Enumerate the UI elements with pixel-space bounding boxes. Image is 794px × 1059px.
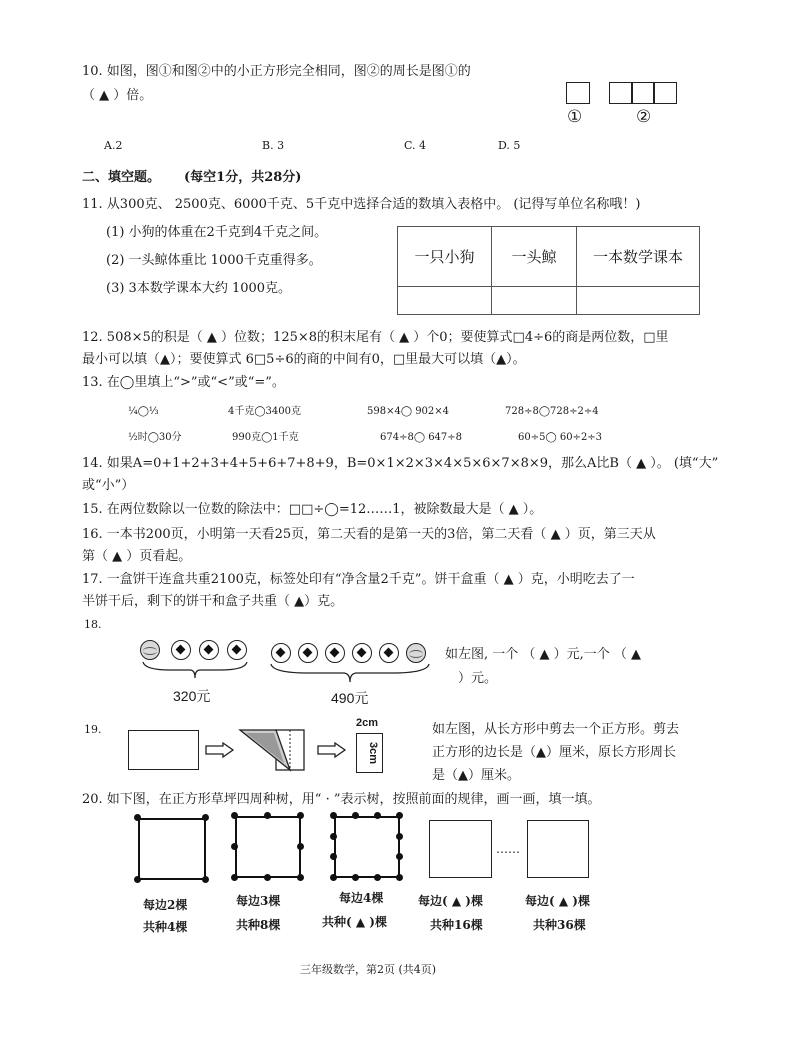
tree-dot: [374, 812, 381, 819]
q12-line1: 12. 508×5的积是（ ▲ ）位数；125×8的积末尾有（ ▲ ）个0；要使算式□4÷6的商是两位数，□里: [82, 330, 669, 345]
soccer-ball-icon: [352, 643, 372, 663]
q14-line2: 或“小”）: [82, 478, 135, 493]
soccer-ball-icon: [271, 643, 291, 663]
tree-dot: [264, 812, 271, 819]
q17-line2: 半饼干后，剩下的饼干和盒子共重（ ▲）克。: [82, 594, 344, 609]
q14-line1: 14. 如果A=0+1+2+3+4+5+6+7+8+9，B=0×1×2×3×4×5×6×7×8×9，那么A比B（ ▲ ）。 (填“大”: [82, 456, 719, 471]
soccer-ball-icon: [171, 640, 191, 660]
label-3cm: 3cm: [367, 742, 379, 765]
tree-dot: [202, 876, 209, 883]
q10-option-a[interactable]: A.2: [104, 139, 123, 152]
q17-line1: 17. 一盒饼干连盒共重2100克，标签处印有“净含量2千克”。饼干盒重（ ▲ ）克，小明吃去了一: [82, 572, 635, 587]
tree-dot: [396, 812, 403, 819]
caption-4a: 每边( ▲ )棵: [418, 894, 483, 908]
table-header-whale: 一头鲸: [492, 227, 577, 287]
brace-320: [140, 660, 250, 682]
tree-dot: [352, 874, 359, 881]
q16-line2: 第（ ▲ ）页看起。: [82, 549, 192, 564]
table-answer-dog[interactable]: [398, 287, 492, 315]
arrow-right-icon: [317, 742, 347, 758]
q11-item-3: (3) 3本数学课本大约 1000克。: [106, 281, 292, 296]
caption-5a: 每边( ▲ )棵: [525, 894, 590, 908]
soccer-ball-icon: [227, 640, 247, 660]
tree-dot: [134, 876, 141, 883]
caption-2b: 共种8棵: [236, 918, 281, 932]
q18-line2: ）元。: [458, 671, 498, 686]
tree-dot: [134, 814, 141, 821]
soccer-ball-icon: [325, 643, 345, 663]
q10-option-b[interactable]: B. 3: [262, 139, 285, 152]
tree-dot: [352, 812, 359, 819]
q13-line: 13. 在◯里填上“>”或“<”或“=”。: [82, 375, 285, 390]
figure2-square-2: [631, 82, 655, 104]
tree-dot: [231, 812, 238, 819]
tree-dot: [330, 874, 337, 881]
caption-4b: 共种16棵: [430, 918, 483, 932]
table-answer-book[interactable]: [577, 287, 700, 315]
tree-dot: [374, 874, 381, 881]
q20-line: 20. 如下图，在正方形草坪四周种树，用“ · ”表示树，按照前面的规律，画一画，填一填。: [82, 792, 601, 807]
figure1-label: ①: [567, 107, 583, 127]
tree-dot: [264, 874, 271, 881]
tree-dot: [330, 853, 337, 860]
rectangle-original: [128, 730, 199, 770]
tree-dot: [231, 874, 238, 881]
q13-r1-c4: 728÷8◯728÷2÷4: [505, 406, 599, 417]
q11-answer-table: [397, 226, 700, 315]
q11-item-1: (1) 小狗的体重在2千克到4千克之间。: [106, 225, 328, 240]
label-2cm: 2cm: [356, 717, 379, 729]
figure2-square-3: [653, 82, 677, 104]
q13-r2-c4: 60÷5◯ 60÷2÷3: [518, 432, 603, 443]
arrow-right-icon: [205, 742, 235, 758]
tree-dot: [297, 874, 304, 881]
q13-r1-c1: ¼◯⅓: [128, 406, 159, 417]
q11-line: 11. 从300克、 2500克、6000千克、5千克中选择合适的数填入表格中。 (记得写单位名称哦！): [82, 197, 641, 212]
section-title: 二、填空题。: [82, 170, 161, 185]
q10-line2: （ ▲ ）倍。: [82, 88, 153, 103]
q13-r2-c1: ½时◯30分: [128, 432, 182, 443]
lawn-square-2: [235, 816, 301, 878]
tree-dot: [297, 812, 304, 819]
q19-line3: 是（▲）厘米。: [432, 768, 520, 783]
brace-490: [268, 662, 433, 686]
soccer-ball-icon: [379, 643, 399, 663]
lawn-square-3: [334, 816, 400, 878]
tree-dot: [231, 843, 238, 850]
q15-line: 15. 在两位数除以一位数的除法中：□□÷◯=12……1，被除数最大是（ ▲ ）。: [82, 502, 543, 517]
q19-line2: 正方形的边长是（▲）厘米，原长方形周长: [432, 745, 676, 760]
q13-r2-c3: 674÷8◯ 647÷8: [380, 432, 463, 443]
tree-dot: [396, 833, 403, 840]
caption-5b: 共种36棵: [533, 918, 586, 932]
tree-dot: [297, 843, 304, 850]
lawn-square-5[interactable]: [527, 820, 589, 878]
tree-dot: [202, 814, 209, 821]
q10-option-c[interactable]: C. 4: [404, 139, 427, 152]
ellipsis: ……: [496, 842, 520, 856]
table-header-dog: 一只小狗: [398, 227, 492, 287]
soccer-ball-icon: [298, 643, 318, 663]
tree-dot: [330, 833, 337, 840]
table-header-book: 一本数学课本: [577, 227, 700, 287]
caption-3b: 共种( ▲ )棵: [322, 915, 387, 929]
caption-2a: 每边3棵: [236, 894, 281, 908]
q13-r1-c3: 598×4◯ 902×4: [367, 406, 450, 417]
tree-dot: [396, 874, 403, 881]
section-note: (每空1分，共28分): [184, 170, 302, 185]
q19-line1: 如左图，从长方形中剪去一个正方形。剪去: [432, 722, 680, 737]
q18-line1: 如左图, 一个 （ ▲ ）元,一个 （ ▲: [445, 647, 642, 662]
tree-dot: [330, 812, 337, 819]
soccer-ball-icon: [199, 640, 219, 660]
q12-line2: 最小可以填（▲）；要使算式 6□5÷6的商的中间有0，□里最大可以填（▲）。: [82, 352, 526, 367]
table-answer-whale[interactable]: [492, 287, 577, 315]
volleyball-icon: [140, 640, 160, 660]
q16-line1: 16. 一本书200页，小明第一天看25页，第二天看的是第一天的3倍，第二天看（ ▲ ）页，第三天从: [82, 527, 656, 542]
volleyball-icon: [406, 643, 426, 663]
q10-option-d[interactable]: D. 5: [498, 139, 521, 152]
q11-item-2: (2) 一头鲸体重比 1000千克重得多。: [106, 253, 322, 268]
caption-3a: 每边4棵: [339, 891, 384, 905]
q19-number: 19.: [84, 723, 102, 736]
figure2-square-1: [609, 82, 633, 104]
tree-dot: [396, 853, 403, 860]
caption-1b: 共种4棵: [143, 920, 188, 934]
page-footer: 三年级数学，第2页 (共4页): [300, 963, 437, 976]
figure2-label: ②: [636, 107, 652, 127]
q13-r2-c2: 990克◯1千克: [232, 432, 299, 443]
caption-1a: 每边2棵: [143, 898, 188, 912]
q18-number: 18.: [84, 618, 102, 631]
q10-line1: 10. 如图，图①和图②中的小正方形完全相同，图②的周长是图①的: [82, 64, 471, 79]
folded-paper-figure: [238, 727, 308, 775]
lawn-square-1: [138, 818, 206, 880]
price-490: 490元: [331, 690, 369, 706]
price-320: 320元: [173, 688, 211, 704]
lawn-square-4[interactable]: [429, 820, 492, 878]
q13-r1-c2: 4千克◯3400克: [228, 406, 302, 417]
figure1-square: [566, 82, 590, 104]
